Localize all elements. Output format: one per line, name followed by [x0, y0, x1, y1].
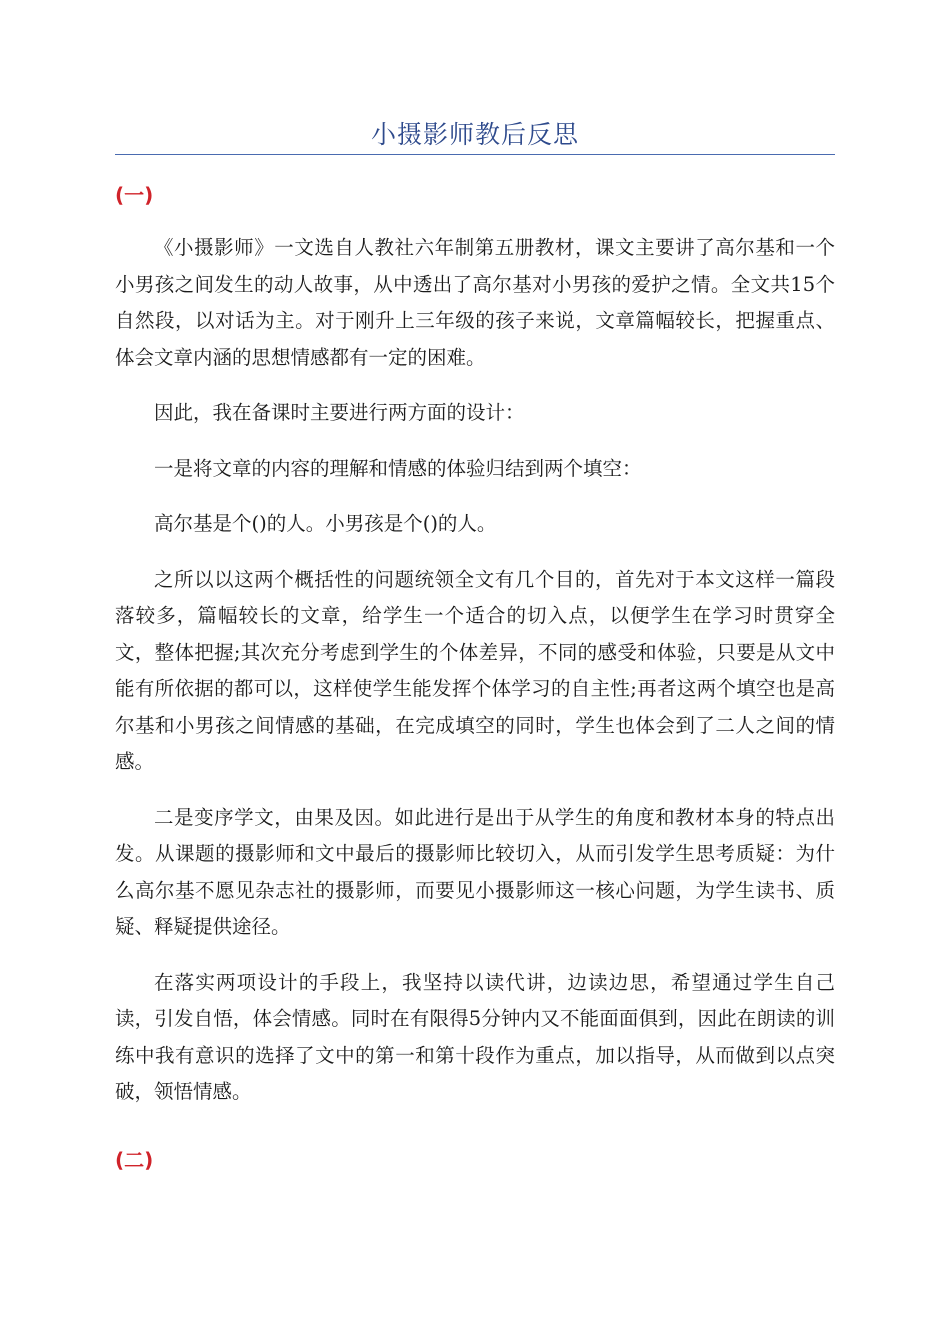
document-page: [115, 0, 835, 1174]
section-heading-1: (一): [115, 183, 154, 207]
paragraph-6: 二是变序学文，由果及因。如此进行是出于从学生的角度和教材本身的特点出发。从课题的摄影师和文中最后的摄影师比较切入，从而引发学生思考质疑：为什么高尔基不愿见杂志社的摄影师，而要见小摄影师这一核心问题，为学生读书、质疑、释疑提供途径。: [115, 805, 835, 938]
paragraph-2: 因此，我在备课时主要进行两方面的设计：: [154, 401, 525, 424]
paragraph-1: 《小摄影师》一文选自人教社六年制第五册教材，课文主要讲了高尔基和一个小男孩之间发生的动人故事，从中透出了高尔基对小男孩的爱护之情。全文共15个自然段，以对话为主。对于刚升上三年级的孩子来说，文章篇幅较长，把握重点、体会文章内涵的思想情感都有一定的困难。: [115, 236, 835, 369]
paragraph-3: 一是将文章的内容的理解和情感的体验归结到两个填空：: [154, 456, 642, 480]
paragraph-4: 高尔基是个()的人。小男孩是个()的人。: [154, 512, 497, 535]
paragraph-7: 在落实两项设计的手段上，我坚持以读代讲，边读边思，希望通过学生自己读，引发自悟，体会情感。同时在有限得5分钟内又不能面面俱到，因此在朗读的训练中我有意识的选择了文中的第一和第十段作为重点，加以指导，从而做到以点突破，领悟情感。: [115, 970, 835, 1103]
title-underline: [115, 154, 835, 155]
document-title: 小摄影师教后反思: [370, 120, 579, 149]
paragraph-5: 之所以以这两个概括性的问题统领全文有几个目的，首先对于本文这样一篇段落较多，篇幅较长的文章，给学生一个适合的切入点，以便学生在学习时贯穿全文，整体把握;其次充分考虑到学生的个体差异，不同的感受和体验，只要是从文中能有所依据的都可以，这样使学生能发挥个体学习的自主性;再者这两个填空也是高尔基和小男孩之间情感的基础，在完成填空的同时，学生也体会到了二人之间的情感。: [115, 567, 835, 773]
section-heading-2: (二): [115, 1147, 154, 1172]
